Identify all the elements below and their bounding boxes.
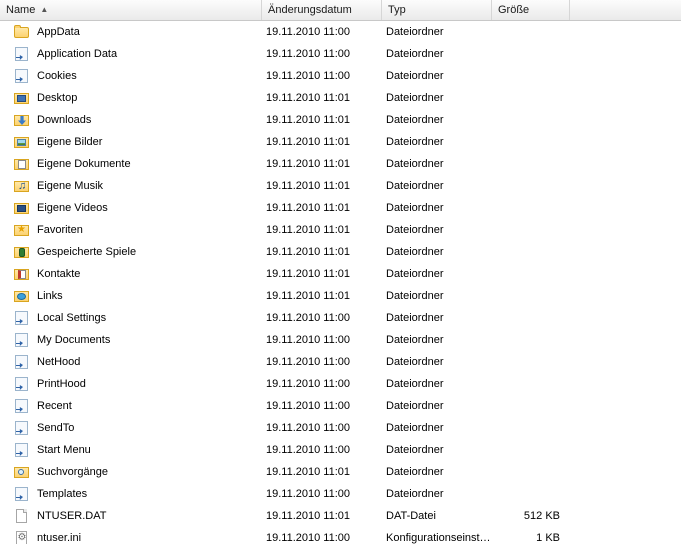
column-header-row xyxy=(0,0,681,21)
search-icon xyxy=(14,464,30,480)
file-name-cell[interactable] xyxy=(0,219,262,241)
file-type-cell: Dateiordner xyxy=(386,312,444,324)
table-row[interactable] xyxy=(0,527,681,544)
file-date-cell: 19.11.2010 11:00 xyxy=(266,378,351,390)
table-row[interactable] xyxy=(0,197,681,219)
file-type-cell: Dateiordner xyxy=(386,422,444,434)
file-name-label: Suchvorgänge xyxy=(37,466,108,478)
games-icon xyxy=(14,244,30,260)
file-name-label: Eigene Musik xyxy=(37,180,104,192)
file-date-cell: 19.11.2010 11:01 xyxy=(266,114,351,126)
column-header-type-label: Typ xyxy=(388,4,406,16)
table-row[interactable] xyxy=(0,395,681,417)
table-row[interactable] xyxy=(0,241,681,263)
junction-icon xyxy=(14,398,30,414)
file-name-label: Cookies xyxy=(37,70,77,82)
file-size-cell: 512 KB xyxy=(523,510,560,522)
junction-icon xyxy=(14,332,30,348)
pictures-icon xyxy=(14,134,30,150)
file-name-cell[interactable] xyxy=(0,21,262,43)
file-name-cell[interactable] xyxy=(0,395,262,417)
junction-icon xyxy=(14,46,30,62)
file-name-label: Favoriten xyxy=(37,224,83,236)
file-type-cell: Dateiordner xyxy=(386,378,444,390)
file-date-cell: 19.11.2010 11:01 xyxy=(266,290,351,302)
table-row[interactable] xyxy=(0,307,681,329)
file-date-cell: 19.11.2010 11:00 xyxy=(266,400,351,412)
file-name-label: Links xyxy=(37,290,63,302)
table-row[interactable] xyxy=(0,109,681,131)
file-name-cell[interactable] xyxy=(0,197,262,219)
file-type-cell: Dateiordner xyxy=(386,180,444,192)
file-name-cell[interactable] xyxy=(0,109,262,131)
file-name-cell[interactable] xyxy=(0,329,262,351)
table-row[interactable] xyxy=(0,65,681,87)
junction-icon xyxy=(14,310,30,326)
file-date-cell: 19.11.2010 11:01 xyxy=(266,466,351,478)
file-name-label: NetHood xyxy=(37,356,81,368)
file-type-cell: Dateiordner xyxy=(386,488,444,500)
file-name-cell[interactable] xyxy=(0,285,262,307)
table-row[interactable] xyxy=(0,439,681,461)
junction-icon xyxy=(14,486,30,502)
file-type-cell: Dateiordner xyxy=(386,114,444,126)
file-name-cell[interactable] xyxy=(0,241,262,263)
file-name-cell[interactable] xyxy=(0,527,262,544)
file-list-rows xyxy=(0,21,681,544)
column-header-filler xyxy=(570,0,681,20)
file-name-label: PrintHood xyxy=(37,378,86,390)
table-row[interactable] xyxy=(0,153,681,175)
junction-icon xyxy=(14,442,30,458)
file-date-cell: 19.11.2010 11:00 xyxy=(266,48,351,60)
file-type-cell: Dateiordner xyxy=(386,466,444,478)
column-header-size[interactable] xyxy=(492,0,570,20)
file-date-cell: 19.11.2010 11:01 xyxy=(266,158,351,170)
music-icon xyxy=(14,178,30,194)
file-name-label: Start Menu xyxy=(37,444,91,456)
file-name-cell[interactable] xyxy=(0,483,262,505)
file-date-cell: 19.11.2010 11:01 xyxy=(266,224,351,236)
documents-icon xyxy=(14,156,30,172)
folder-icon xyxy=(14,24,30,40)
table-row[interactable] xyxy=(0,175,681,197)
links-icon xyxy=(14,288,30,304)
file-type-cell: Dateiordner xyxy=(386,224,444,236)
file-name-cell[interactable] xyxy=(0,373,262,395)
file-name-label: My Documents xyxy=(37,334,111,346)
file-type-cell: DAT-Datei xyxy=(386,510,436,522)
file-name-label: Downloads xyxy=(37,114,92,126)
table-row[interactable] xyxy=(0,131,681,153)
file-date-cell: 19.11.2010 11:00 xyxy=(266,70,351,82)
file-name-cell[interactable] xyxy=(0,131,262,153)
file-name-label: Kontakte xyxy=(37,268,81,280)
file-date-cell: 19.11.2010 11:01 xyxy=(266,510,351,522)
file-name-label: SendTo xyxy=(37,422,75,434)
file-type-cell: Dateiordner xyxy=(386,444,444,456)
column-header-name-label: Name xyxy=(6,4,36,16)
table-row[interactable] xyxy=(0,461,681,483)
file-date-cell: 19.11.2010 11:00 xyxy=(266,334,351,346)
file-name-label: NTUSER.DAT xyxy=(37,510,107,522)
file-name-label: Local Settings xyxy=(37,312,107,324)
file-type-cell: Dateiordner xyxy=(386,202,444,214)
table-row[interactable] xyxy=(0,87,681,109)
file-date-cell: 19.11.2010 11:00 xyxy=(266,312,351,324)
file-name-cell[interactable] xyxy=(0,153,262,175)
file-name-cell[interactable] xyxy=(0,263,262,285)
file-date-cell: 19.11.2010 11:00 xyxy=(266,532,351,544)
table-row[interactable] xyxy=(0,219,681,241)
file-date-cell: 19.11.2010 11:01 xyxy=(266,202,351,214)
file-type-cell: Dateiordner xyxy=(386,356,444,368)
file-name-cell[interactable] xyxy=(0,43,262,65)
table-row[interactable] xyxy=(0,329,681,351)
file-type-cell: Dateiordner xyxy=(386,268,444,280)
video-icon xyxy=(14,200,30,216)
file-name-label: Desktop xyxy=(37,92,78,104)
file-date-cell: 19.11.2010 11:01 xyxy=(266,180,351,192)
junction-icon xyxy=(14,420,30,436)
file-name-cell[interactable] xyxy=(0,351,262,373)
contacts-icon xyxy=(14,266,30,282)
file-date-cell: 19.11.2010 11:01 xyxy=(266,92,351,104)
file-name-cell[interactable] xyxy=(0,505,262,527)
table-row[interactable] xyxy=(0,417,681,439)
file-name-cell[interactable] xyxy=(0,175,262,197)
sort-ascending-icon: ▲ xyxy=(40,5,49,14)
file-name-cell[interactable] xyxy=(0,439,262,461)
file-type-cell: Dateiordner xyxy=(386,48,444,60)
file-type-cell: Dateiordner xyxy=(386,136,444,148)
downloads-icon xyxy=(14,112,30,128)
column-header-date[interactable] xyxy=(262,0,382,20)
junction-icon xyxy=(14,354,30,370)
table-row[interactable] xyxy=(0,285,681,307)
file-date-cell: 19.11.2010 11:00 xyxy=(266,422,351,434)
table-row[interactable] xyxy=(0,263,681,285)
junction-icon xyxy=(14,376,30,392)
file-name-cell[interactable] xyxy=(0,65,262,87)
file-name-label: Recent xyxy=(37,400,72,412)
file-name-cell[interactable] xyxy=(0,307,262,329)
junction-icon xyxy=(14,68,30,84)
file-type-cell: Dateiordner xyxy=(386,290,444,302)
file-icon xyxy=(14,508,30,524)
file-date-cell: 19.11.2010 11:01 xyxy=(266,268,351,280)
file-type-cell: Dateiordner xyxy=(386,400,444,412)
table-row[interactable] xyxy=(0,373,681,395)
column-header-name[interactable] xyxy=(0,0,262,20)
desktop-icon xyxy=(14,90,30,106)
table-row[interactable] xyxy=(0,351,681,373)
file-name-label: Eigene Bilder xyxy=(37,136,103,148)
file-type-cell: Konfigurationseinst… xyxy=(386,532,491,544)
file-name-label: Eigene Videos xyxy=(37,202,108,214)
config-icon xyxy=(14,530,30,544)
column-header-type[interactable] xyxy=(382,0,492,20)
favorites-icon xyxy=(14,222,30,238)
table-row[interactable] xyxy=(0,505,681,527)
file-name-label: Gespeicherte Spiele xyxy=(37,246,137,258)
column-header-size-label: Größe xyxy=(498,4,530,16)
file-type-cell: Dateiordner xyxy=(386,246,444,258)
file-type-cell: Dateiordner xyxy=(386,334,444,346)
file-type-cell: Dateiordner xyxy=(386,158,444,170)
table-row[interactable] xyxy=(0,21,681,43)
table-row[interactable] xyxy=(0,43,681,65)
file-date-cell: 19.11.2010 11:00 xyxy=(266,356,351,368)
file-name-cell[interactable] xyxy=(0,461,262,483)
file-type-cell: Dateiordner xyxy=(386,70,444,82)
table-row[interactable] xyxy=(0,483,681,505)
file-name-label: Application Data xyxy=(37,48,118,60)
file-date-cell: 19.11.2010 11:00 xyxy=(266,488,351,500)
file-type-cell: Dateiordner xyxy=(386,26,444,38)
column-header-date-label: Änderungsdatum xyxy=(268,4,352,16)
file-name-label: ntuser.ini xyxy=(37,532,82,544)
file-date-cell: 19.11.2010 11:00 xyxy=(266,444,351,456)
file-type-cell: Dateiordner xyxy=(386,92,444,104)
file-name-cell[interactable] xyxy=(0,87,262,109)
file-date-cell: 19.11.2010 11:00 xyxy=(266,26,351,38)
file-name-label: Eigene Dokumente xyxy=(37,158,131,170)
file-size-cell: 1 KB xyxy=(536,532,560,544)
file-date-cell: 19.11.2010 11:01 xyxy=(266,246,351,258)
file-name-cell[interactable] xyxy=(0,417,262,439)
file-name-label: Templates xyxy=(37,488,88,500)
file-name-label: AppData xyxy=(37,26,80,38)
file-date-cell: 19.11.2010 11:01 xyxy=(266,136,351,148)
